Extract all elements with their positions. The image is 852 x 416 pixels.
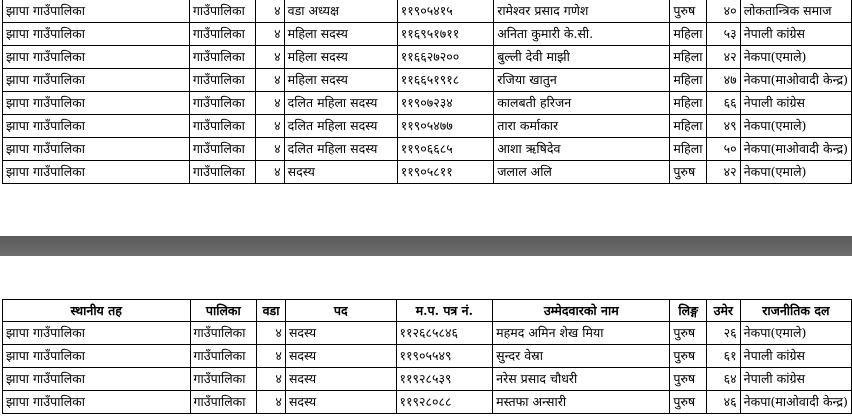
cell-palika: गाउँपालिका xyxy=(189,46,256,69)
cell-age: ६६ xyxy=(707,92,740,115)
page-gap xyxy=(0,186,852,240)
cell-ward: ४ xyxy=(257,391,286,414)
table-row xyxy=(3,368,852,391)
cell-form-no: ११६६२७२०० xyxy=(397,46,493,69)
cell-candidate: जलाल अलि xyxy=(494,161,670,184)
cell-local-level: झापा गाउँपालिका xyxy=(3,115,190,138)
cell-palika: गाउँपालिका xyxy=(190,391,257,414)
cell-age: ४९ xyxy=(707,115,740,138)
cell-candidate: तारा कर्माकार xyxy=(494,115,670,138)
cell-age: ५० xyxy=(707,138,740,161)
cell-party: नेकपा(एमाले) xyxy=(740,322,851,345)
cell-palika: गाउँपालिका xyxy=(189,23,256,46)
cell-candidate: नरेस प्रसाद चौधरी xyxy=(493,368,670,391)
cell-form-no: ११९२८०८८ xyxy=(396,391,493,414)
cell-post: दलित महिला सदस्य xyxy=(284,138,397,161)
table-body-top xyxy=(3,0,852,184)
cell-ward: ४ xyxy=(256,23,284,46)
table-row xyxy=(3,46,852,69)
cell-palika: गाउँपालिका xyxy=(189,161,256,184)
table-row xyxy=(3,345,852,368)
cell-candidate: सुन्दर वेस्रा xyxy=(493,345,670,368)
cell-ward: ४ xyxy=(257,368,286,391)
cell-form-no: ११९२८५३९ xyxy=(396,368,493,391)
cell-party: नेकपा(माओवादी केन्द्र) xyxy=(740,391,851,414)
cell-ward: ४ xyxy=(256,0,284,23)
cell-party: नेकपा(एमाले) xyxy=(740,115,851,138)
cell-candidate: आशा ऋषिदेव xyxy=(494,138,670,161)
cell-ward: ४ xyxy=(256,161,284,184)
cell-form-no: ११९०५५४९ xyxy=(396,345,493,368)
cell-palika: गाउँपालिका xyxy=(189,0,256,23)
cell-gender: महिला xyxy=(670,115,707,138)
cell-post: सदस्य xyxy=(285,345,396,368)
cell-age: ४२ xyxy=(707,161,740,184)
cell-party: नेपाली कांग्रेस xyxy=(740,345,851,368)
cell-ward: ४ xyxy=(256,46,284,69)
cell-party: नेकपा(एमाले) xyxy=(740,46,851,69)
cell-gender: महिला xyxy=(670,46,707,69)
col-header-party: राजनीतिक दल xyxy=(740,300,851,322)
cell-palika: गाउँपालिका xyxy=(189,92,256,115)
cell-ward: ४ xyxy=(256,92,284,115)
cell-palika: गाउँपालिका xyxy=(189,138,256,161)
cell-form-no: ११२६८५८४६ xyxy=(396,322,493,345)
cell-gender: पुरुष xyxy=(670,391,707,414)
candidate-table-bottom xyxy=(2,299,852,414)
col-header-gender: लिङ्ग xyxy=(670,300,707,322)
header-row xyxy=(3,300,852,322)
cell-candidate: महमद अमिन शेख मिया xyxy=(493,322,670,345)
cell-gender: पुरुष xyxy=(670,345,707,368)
cell-age: २६ xyxy=(707,322,741,345)
table-row xyxy=(3,391,852,414)
col-header-form-no: म.प. पत्र नं. xyxy=(396,300,493,322)
cell-gender: महिला xyxy=(670,69,707,92)
cell-age: ४७ xyxy=(707,69,740,92)
cell-post: महिला सदस्य xyxy=(284,23,397,46)
cell-candidate: रामेश्वर प्रसाद गणेश xyxy=(494,0,670,23)
cell-form-no: ११९०५४७७ xyxy=(397,115,493,138)
cell-party: नेपाली कांग्रेस xyxy=(740,23,851,46)
cell-palika: गाउँपालिका xyxy=(190,322,257,345)
cell-local-level: झापा गाउँपालिका xyxy=(3,391,191,414)
page-separator xyxy=(0,236,852,256)
cell-party: नेपाली कांग्रेस xyxy=(740,368,851,391)
cell-party: नेपाली कांग्रेस xyxy=(740,92,851,115)
cell-post: सदस्य xyxy=(285,368,396,391)
cell-post: दलित महिला सदस्य xyxy=(284,92,397,115)
cell-gender: पुरुष xyxy=(670,322,707,345)
table-row xyxy=(3,0,852,23)
cell-palika: गाउँपालिका xyxy=(190,368,257,391)
cell-palika: गाउँपालिका xyxy=(189,115,256,138)
cell-post: सदस्य xyxy=(285,391,396,414)
cell-age: ६४ xyxy=(707,368,741,391)
cell-gender: पुरुष xyxy=(670,0,707,23)
cell-candidate: मस्तफा अन्सारी xyxy=(493,391,670,414)
col-header-post: पद xyxy=(285,300,396,322)
table-row xyxy=(3,115,852,138)
cell-gender: महिला xyxy=(670,92,707,115)
cell-party: नेकपा(माओवादी केन्द्र) xyxy=(740,138,851,161)
cell-age: ४६ xyxy=(707,391,741,414)
cell-local-level: झापा गाउँपालिका xyxy=(3,23,190,46)
cell-local-level: झापा गाउँपालिका xyxy=(3,368,191,391)
cell-gender: महिला xyxy=(670,138,707,161)
cell-ward: ४ xyxy=(257,322,286,345)
cell-gender: महिला xyxy=(670,23,707,46)
cell-post: दलित महिला सदस्य xyxy=(284,115,397,138)
cell-ward: ४ xyxy=(257,345,286,368)
cell-form-no: ११९०६६८५ xyxy=(397,138,493,161)
table-row xyxy=(3,69,852,92)
cell-palika: गाउँपालिका xyxy=(190,345,257,368)
col-header-ward: वडा xyxy=(257,300,286,322)
cell-form-no: ११९०७२३४ xyxy=(397,92,493,115)
cell-party: नेकपा(एमाले) xyxy=(740,161,851,184)
cell-form-no: ११९०५८११ xyxy=(397,161,493,184)
cell-local-level: झापा गाउँपालिका xyxy=(3,345,191,368)
cell-age: ४२ xyxy=(707,46,740,69)
cell-local-level: झापा गाउँपालिका xyxy=(3,138,190,161)
cell-post: सदस्य xyxy=(285,322,396,345)
cell-local-level: झापा गाउँपालिका xyxy=(3,92,190,115)
table-row xyxy=(3,23,852,46)
cell-local-level: झापा गाउँपालिका xyxy=(3,161,190,184)
cell-form-no: ११९०५४१५ xyxy=(397,0,493,23)
cell-age: ६१ xyxy=(707,345,741,368)
cell-party: लोकतान्त्रिक समाज xyxy=(740,0,851,23)
cell-local-level: झापा गाउँपालिका xyxy=(3,69,190,92)
table-body-bottom xyxy=(3,322,852,414)
cell-age: ५३ xyxy=(707,23,740,46)
cell-local-level: झापा गाउँपालिका xyxy=(3,0,190,23)
cell-ward: ४ xyxy=(256,115,284,138)
table-row xyxy=(3,161,852,184)
cell-gender: पुरुष xyxy=(670,368,707,391)
cell-ward: ४ xyxy=(256,69,284,92)
cell-age: ४० xyxy=(707,0,740,23)
cell-form-no: ११६९५१७११ xyxy=(397,23,493,46)
cell-gender: पुरुष xyxy=(670,161,707,184)
cell-local-level: झापा गाउँपालिका xyxy=(3,322,191,345)
cell-post: वडा अध्यक्ष xyxy=(284,0,397,23)
cell-candidate: रजिया खातुन xyxy=(494,69,670,92)
candidate-table-top xyxy=(2,0,852,184)
table-row xyxy=(3,92,852,115)
cell-post: महिला सदस्य xyxy=(284,69,397,92)
cell-local-level: झापा गाउँपालिका xyxy=(3,46,190,69)
col-header-age: उमेर xyxy=(707,300,741,322)
cell-post: महिला सदस्य xyxy=(284,46,397,69)
cell-ward: ४ xyxy=(256,138,284,161)
col-header-local-level: स्थानीय तह xyxy=(3,300,191,322)
col-header-candidate: उम्मेदवारको नाम xyxy=(493,300,670,322)
cell-party: नेकपा(माओवादी केन्द्र) xyxy=(740,69,851,92)
cell-form-no: ११६६५१९१८ xyxy=(397,69,493,92)
col-header-palika: पालिका xyxy=(190,300,257,322)
cell-palika: गाउँपालिका xyxy=(189,69,256,92)
table-row xyxy=(3,138,852,161)
table-row xyxy=(3,322,852,345)
cell-candidate: अनिता कुमारी के.सी. xyxy=(494,23,670,46)
cell-post: सदस्य xyxy=(284,161,397,184)
cell-candidate: बुल्ली देवी माझी xyxy=(494,46,670,69)
cell-candidate: कालबती हरिजन xyxy=(494,92,670,115)
